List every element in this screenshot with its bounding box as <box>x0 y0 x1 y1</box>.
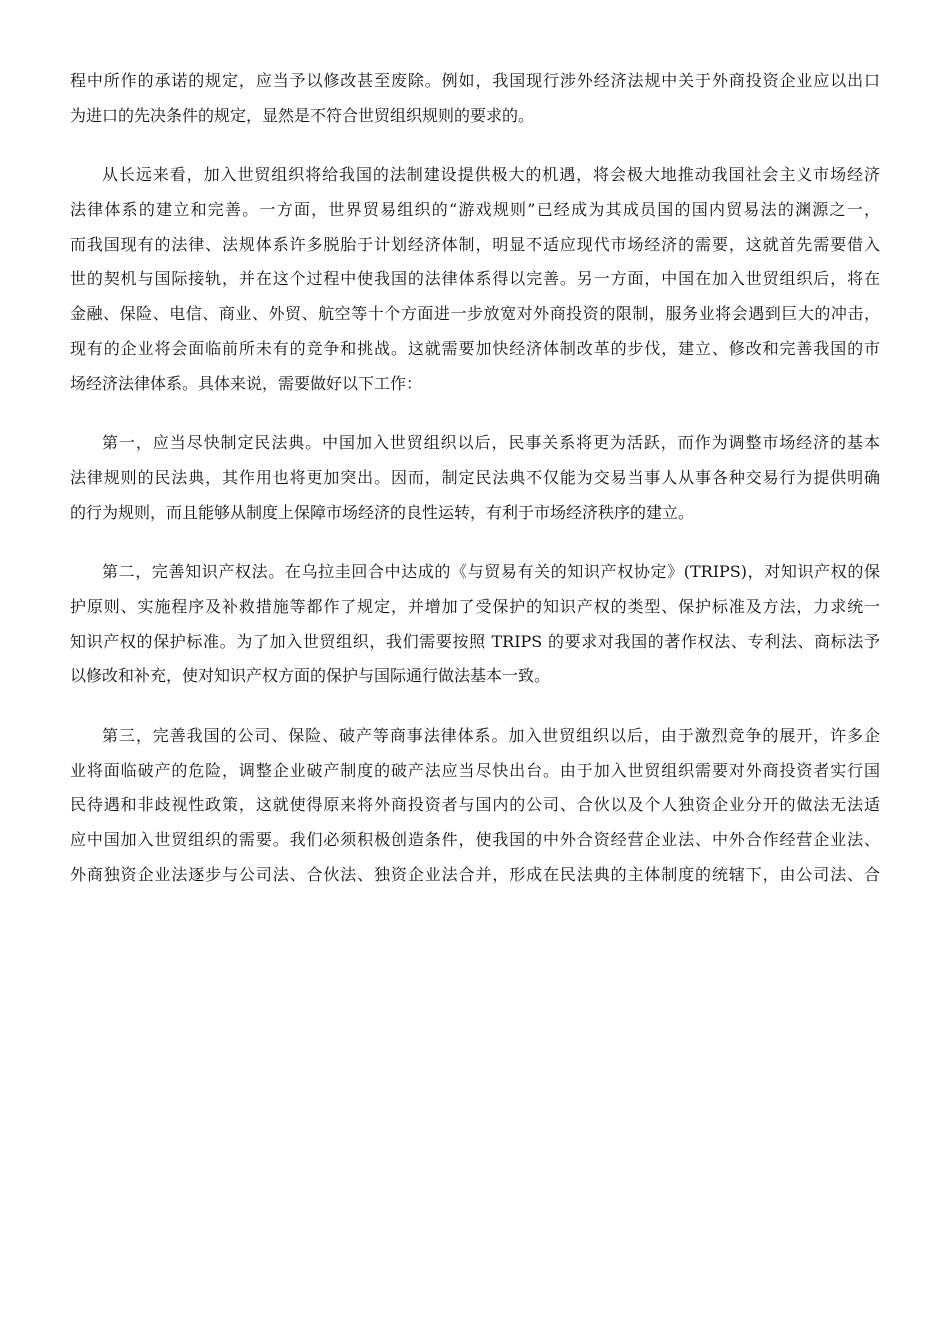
text-line: 世的契机与国际接轨，并在这个过程中使我国的法律体系得以完善。另一方面，中国在加入世贸组织后，将在 <box>70 269 880 289</box>
text-line: 业将面临破产的危险，调整企业破产制度的破产法应当尽快出台。由于加入世贸组织需要对外商投资者实行国 <box>70 760 880 780</box>
text-line: 法律体系的建立和完善。一方面，世界贸易组织的“游戏规则”已经成为其成员国的国内贸易法的渊源之一， <box>70 199 880 219</box>
text-line: 以修改和补充，使对知识产权方面的保护与国际通行做法基本一致。 <box>70 666 551 686</box>
text-line: 金融、保险、电信、商业、外贸、航空等十个方面进一步放宽对外商投资的限制，服务业将会遇到巨大的冲击， <box>70 304 880 324</box>
text-line: 程中所作的承诺的规定，应当予以修改甚至废除。例如，我国现行涉外经济法规中关于外商投资企业应以出口 <box>70 71 880 90</box>
text-line: 第二，完善知识产权法。在乌拉圭回合中达成的《与贸易有关的知识产权协定》(TRIPS)，对知识产权的保 <box>102 562 880 582</box>
paragraph-4 <box>70 555 880 694</box>
text-line: 为进口的先决条件的规定，显然是不符合世贸组织规则的要求的。 <box>70 105 535 125</box>
text-line: 第一，应当尽快制定民法典。中国加入世贸组织以后，民事关系将更为活跃，而作为调整市场经济的基本 <box>102 433 880 453</box>
text-line: 从长远来看，加入世贸组织将给我国的法制建设提供极大的机遇，将会极大地推动我国社会主义市场经济 <box>102 165 880 185</box>
text-line: 场经济法律体系。具体来说，需要做好以下工作： <box>70 373 423 393</box>
text-line: 法律规则的民法典，其作用也将更加突出。因而，制定民法典不仅能为交易当事人从事各种交易行为提供明确 <box>70 467 880 487</box>
text-line: 外商独资企业法逐步与公司法、合伙法、独资企业法合并，形成在民法典的主体制度的统辖下，由公司法、合 <box>70 864 880 884</box>
text-line: 知识产权的保护标准。为了加入世贸组织，我们需要按照 TRIPS 的要求对我国的著作权法、专利法、商标法予 <box>70 631 880 651</box>
document-page <box>70 64 880 917</box>
text-line: 护原则、实施程序及补救措施等都作了规定，并增加了受保护的知识产权的类型、保护标准及方法，力求统一 <box>70 596 880 616</box>
text-line: 应中国加入世贸组织的需要。我们必须积极创造条件，使我国的中外合资经营企业法、中外合作经营企业法、 <box>70 830 880 850</box>
paragraph-1 <box>70 64 880 134</box>
paragraph-5 <box>70 719 880 893</box>
text-line: 而我国现有的法律、法规体系许多脱胎于计划经济体制，明显不适应现代市场经济的需要，这就首先需要借入 <box>70 234 880 254</box>
paragraph-3 <box>70 426 880 530</box>
paragraph-2 <box>70 158 880 402</box>
text-line: 第三，完善我国的公司、保险、破产等商事法律体系。加入世贸组织以后，由于激烈竞争的展开，许多企 <box>102 725 880 745</box>
text-line: 现有的企业将会面临前所未有的竞争和挑战。这就需要加快经济体制改革的步伐，建立、修改和完善我国的市 <box>70 339 880 359</box>
text-line: 的行为规则，而且能够从制度上保障市场经济的良性运转，有利于市场经济秩序的建立。 <box>70 502 695 522</box>
text-line: 民待遇和非歧视性政策，这就使得原来将外商投资者与国内的公司、合伙以及个人独资企业分开的做法无法适 <box>70 795 880 815</box>
